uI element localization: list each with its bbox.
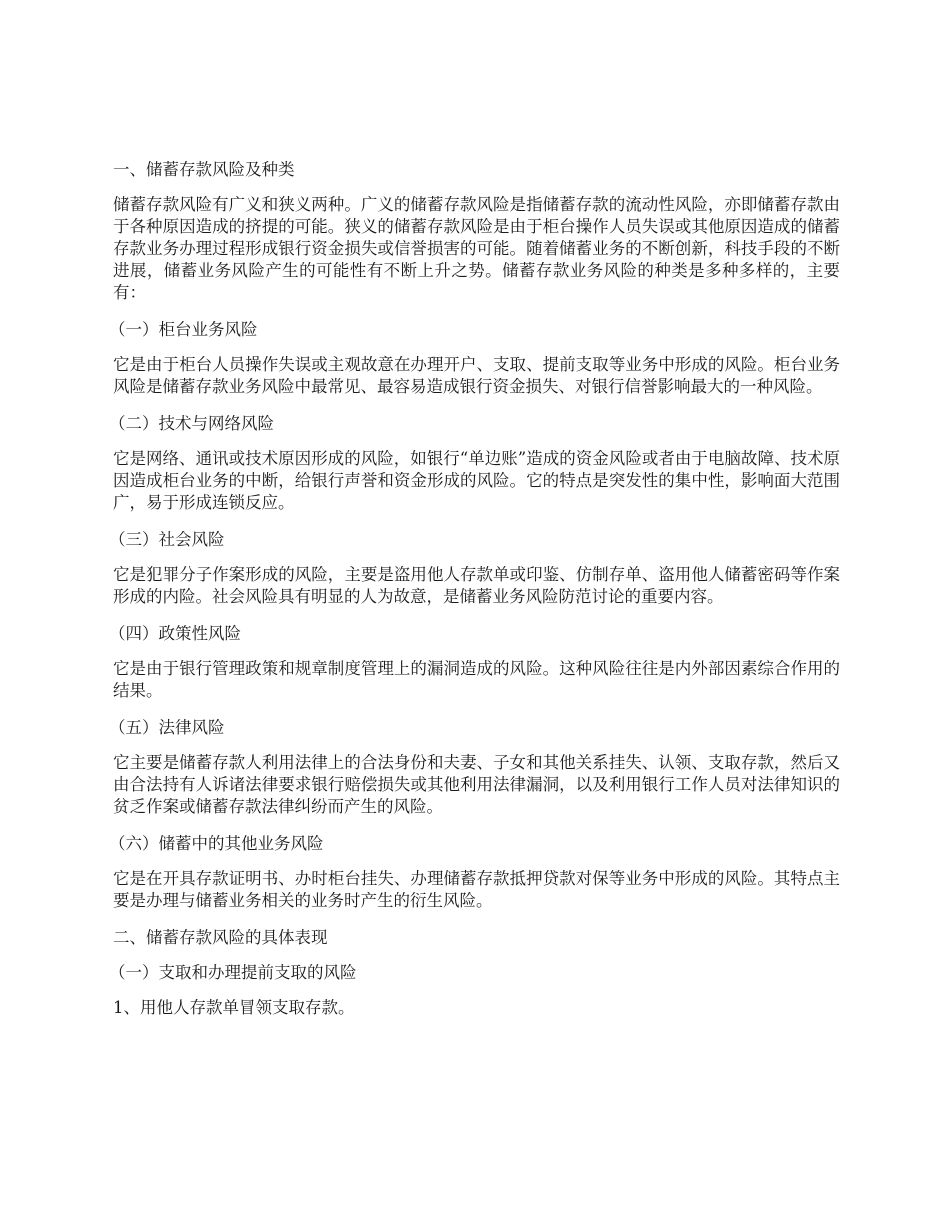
subsection-heading: （三）社会风险	[109, 530, 225, 549]
section-heading: 一、储蓄存款风险及种类	[113, 160, 295, 179]
paragraph: 它是由于银行管理政策和规章制度管理上的漏洞造成的风险。这种风险往往是内外部因素综合作用的结果。	[113, 659, 840, 700]
paragraph: 1、用他人存款单冒领支取存款。	[113, 998, 355, 1017]
paragraph: 它是犯罪分子作案形成的风险，主要是盗用他人存款单或印鉴、仿制存单、盗用他人储蓄密码等作案形成的内险。社会风险具有明显的人为故意，是储蓄业务风险防范讨论的重要内容。	[113, 565, 840, 606]
subsection-heading: （四）政策性风险	[109, 624, 241, 643]
subsection-heading: （二）技术与网络风险	[109, 414, 274, 433]
subsection-heading: （一）支取和办理提前支取的风险	[109, 963, 357, 982]
section-heading: 二、储蓄存款风险的具体表现	[113, 928, 328, 947]
paragraph: 储蓄存款风险有广义和狭义两种。广义的储蓄存款风险是指储蓄存款的流动性风险，亦即储蓄存款由于各种原因造成的挤提的可能。狭义的储蓄存款风险是由于柜台操作人员失误或其他原因造成的储蓄存款业务办理过程形成银行资金损失或信誉损害的可能。随着储蓄业务的不断创新，科技手段的不断进展，储蓄业务风险产生的可能性有不断上升之势。储蓄存款业务风险的种类是多种多样的，主要有：	[113, 195, 840, 302]
document-page	[109, 159, 840, 1034]
paragraph: 它是由于柜台人员操作失误或主观故意在办理开户、支取、提前支取等业务中形成的风险。柜台业务风险是储蓄存款业务风险中最常见、最容易造成银行资金损失、对银行信誉影响最大的一种风险。	[113, 355, 840, 396]
paragraph: 它主要是储蓄存款人利用法律上的合法身份和夫妻、子女和其他关系挂失、认领、支取存款，然后又由合法持有人诉诸法律要求银行赔偿损失或其他利用法律漏洞，以及利用银行工作人员对法律知识的贫乏作案或储蓄存款法律纠纷而产生的风险。	[113, 753, 840, 816]
subsection-heading: （五）法律风险	[109, 718, 225, 737]
paragraph: 它是网络、通讯或技术原因形成的风险，如银行“单边账”造成的资金风险或者由于电脑故障、技术原因造成柜台业务的中断，给银行声誉和资金形成的风险。它的特点是突发性的集中性，影响面大范围广，易于形成连锁反应。	[113, 449, 840, 512]
paragraph: 它是在开具存款证明书、办时柜台挂失、办理储蓄存款抵押贷款对保等业务中形成的风险。其特点主要是办理与储蓄业务相关的业务时产生的衍生风险。	[113, 869, 840, 910]
subsection-heading: （一）柜台业务风险	[109, 320, 258, 339]
subsection-heading: （六）储蓄中的其他业务风险	[109, 834, 324, 853]
